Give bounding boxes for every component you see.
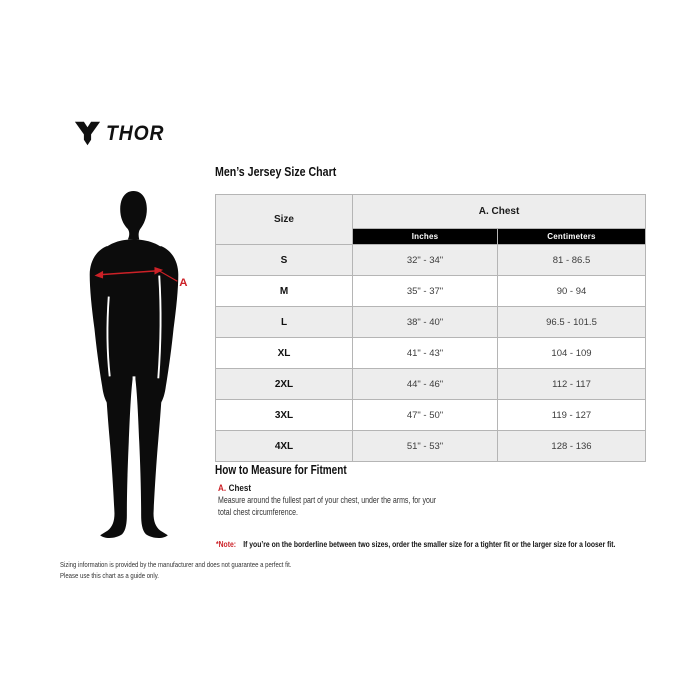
inches-cell: 32" - 34" <box>353 245 498 276</box>
size-cell: L <box>216 307 353 338</box>
size-chart-table <box>215 194 646 462</box>
page-title: Men’s Jersey Size Chart <box>215 165 337 179</box>
table-row <box>216 307 646 338</box>
size-cell: 4XL <box>216 431 353 462</box>
body-silhouette <box>90 191 179 538</box>
size-cell: M <box>216 276 353 307</box>
table-row <box>216 245 646 276</box>
cm-cell: 112 - 117 <box>498 369 646 400</box>
footer-disclaimer <box>60 559 349 581</box>
chest-point-label: A <box>179 277 188 290</box>
cm-cell: 104 - 109 <box>498 338 646 369</box>
size-cell: S <box>216 245 353 276</box>
column-group-chest: A. Chest <box>353 195 646 229</box>
column-header-inches: Inches <box>353 229 498 245</box>
inches-cell: 35" - 37" <box>353 276 498 307</box>
disclaimer-line: Please use this chart as a guide only. <box>60 571 159 580</box>
table-row <box>216 276 646 307</box>
table-row <box>216 400 646 431</box>
chest-label-letter: A. <box>218 483 227 494</box>
brand-name: THOR <box>106 121 165 145</box>
chest-measure-description <box>218 495 498 518</box>
cm-cell: 128 - 136 <box>498 431 646 462</box>
brand-logo <box>74 120 170 147</box>
cm-cell: 96.5 - 101.5 <box>498 307 646 338</box>
note-text: If you’re on the borderline between two sizes, order the smaller size for a tighter fit or the larger size for a looser fit. <box>243 539 616 549</box>
male-silhouette <box>84 190 188 540</box>
sizing-note <box>216 539 700 549</box>
column-header-centimeters: Centimeters <box>498 229 646 245</box>
cm-cell: 119 - 127 <box>498 400 646 431</box>
inches-cell: 47" - 50" <box>353 400 498 431</box>
size-cell: 3XL <box>216 400 353 431</box>
measure-heading: How to Measure for Fitment <box>215 463 347 477</box>
thor-horns-icon <box>74 120 101 147</box>
cm-cell: 90 - 94 <box>498 276 646 307</box>
cm-cell: 81 - 86.5 <box>498 245 646 276</box>
inches-cell: 38" - 40" <box>353 307 498 338</box>
description-line: Measure around the fullest part of your chest, under the arms, for your <box>218 495 437 505</box>
inches-cell: 51" - 53" <box>353 431 498 462</box>
note-prefix: *Note: <box>216 539 237 549</box>
size-cell: XL <box>216 338 353 369</box>
disclaimer-line: Sizing information is provided by the manufacturer and does not guarantee a perfect fit. <box>60 560 292 569</box>
inches-cell: 44" - 46" <box>353 369 498 400</box>
description-line: total chest circumference. <box>218 506 298 517</box>
inches-cell: 41" - 43" <box>353 338 498 369</box>
chest-label-name: Chest <box>228 483 252 494</box>
table-row <box>216 431 646 462</box>
table-row <box>216 369 646 400</box>
table-row <box>216 338 646 369</box>
chest-measure-label <box>218 483 257 494</box>
size-cell: 2XL <box>216 369 353 400</box>
column-header-size: Size <box>216 195 353 245</box>
